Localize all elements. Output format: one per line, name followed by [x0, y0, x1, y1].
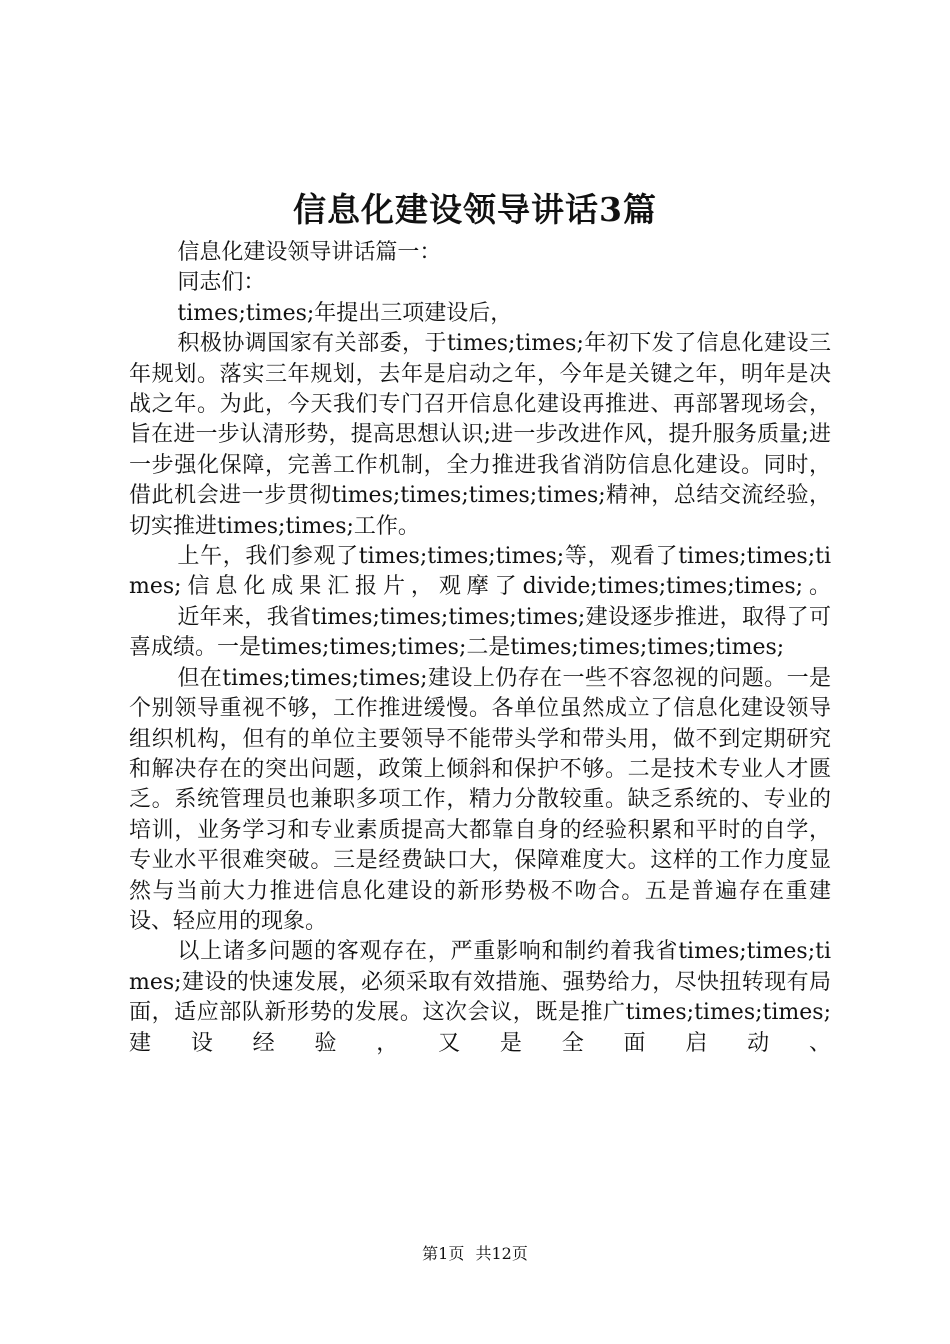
document-body: [129, 238, 831, 1059]
document-title: 信息化建设领导讲话3篇: [293, 190, 657, 229]
paragraph: 积极协调国家有关部委，于times;times;年初下发了信息化建设三年规划。落实三年规划，去年是启动之年，今年是关键之年，明年是决战之年。为此，今天我们专门召开信息化建设再推进、再部署现场会，旨在进一步认清形势，提高思想认识;进一步改进作风，提升服务质量;进一步强化保障，完善工作机制，全力推进我省消防信息化建设。同时，借此机会进一步贯彻times;times;times;times;精神，总结交流经验，切实推进times;times;工作。: [129, 331, 831, 539]
paragraph: 近年来，我省times;times;times;times;建设逐步推进，取得了可喜成绩。一是times;times;times;二是times;times;times;times;: [129, 604, 831, 661]
paragraph: 以上诸多问题的客观存在，严重影响和制约着我省times;times;times;建设的快速发展，必须采取有效措施、强势给力，尽快扭转现有局面，适应部队新形势的发展。这次会议，既是推广times;times;times;建设经验，又是全面启动、: [129, 939, 831, 1056]
paragraph: 上午，我们参观了times;times;times;等，观看了times;times;times;信息化成果汇报片，观摩了divide;times;times;times;。: [129, 544, 832, 600]
paragraph: times;times;年提出三项建设后，: [177, 300, 513, 326]
paragraph-salutation: 同志们：: [177, 270, 266, 296]
page-footer: [0, 1243, 950, 1265]
page-number: 第1页: [422, 1244, 465, 1263]
paragraph: 但在times;times;times;建设上仍存在一些不容忽视的问题。一是个别领导重视不够，工作推进缓慢。各单位虽然成立了信息化建设领导组织机构，但有的单位主要领导不能带头学和带头用，做不到定期研究和解决存在的突出问题，政策上倾斜和保护不够。二是技术专业人才匮乏。系统管理员也兼职多项工作，精力分散较重。缺乏系统的、专业的培训，业务学习和专业素质提高大都靠自身的经验积累和平时的自学，专业水平很难突破。三是经费缺口大，保障难度大。这样的工作力度显然与当前大力推进信息化建设的新形势极不吻合。五是普遍存在重建设、轻应用的现象。: [129, 665, 831, 934]
page-total: 共12页: [475, 1244, 528, 1263]
paragraph-heading: 信息化建设领导讲话篇一：: [177, 240, 442, 265]
